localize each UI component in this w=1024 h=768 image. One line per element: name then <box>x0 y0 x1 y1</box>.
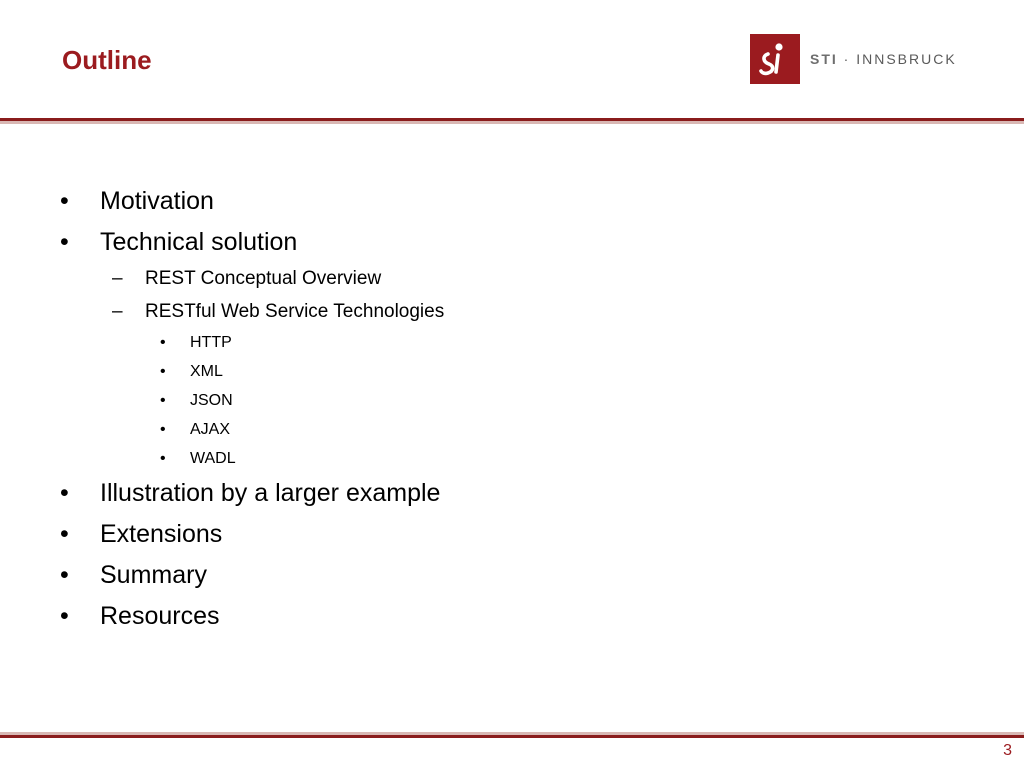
bullet-marker: • <box>60 228 69 256</box>
bullet-marker: • <box>60 561 69 589</box>
logo-location: INNSBRUCK <box>856 51 957 67</box>
outline-subsubitems <box>60 333 960 469</box>
logo-brand: STI <box>810 51 838 67</box>
outline-item-label: Extensions <box>100 520 223 548</box>
outline-item <box>60 186 960 216</box>
outline-item <box>60 478 960 508</box>
outline-item <box>60 519 960 549</box>
bullet-marker: • <box>160 392 166 409</box>
header-divider-light <box>0 121 1024 124</box>
outline-subsubitem <box>60 420 960 440</box>
outline-item <box>60 560 960 590</box>
outline-subitem <box>60 267 960 291</box>
outline-list <box>60 186 960 642</box>
sti-logo-mark-icon <box>750 34 800 84</box>
bullet-marker: • <box>160 450 166 467</box>
outline-item-label: Technical solution <box>100 228 298 256</box>
bullet-marker: • <box>160 363 166 380</box>
outline-item-label: Illustration by a larger example <box>100 479 441 507</box>
logo-separator: · <box>837 51 857 67</box>
dash-marker: – <box>112 301 123 322</box>
outline-subsubitem-label: XML <box>190 363 223 380</box>
footer-divider-dark <box>0 735 1024 738</box>
outline-subsubitem-label: WADL <box>190 450 236 467</box>
outline-subsubitem-label: JSON <box>190 392 233 409</box>
outline-subitem <box>60 300 960 324</box>
sti-innsbruck-logo <box>750 34 957 84</box>
bullet-marker: • <box>60 479 69 507</box>
dash-marker: – <box>112 268 123 289</box>
outline-item-label: Motivation <box>100 187 214 215</box>
bullet-marker: • <box>60 187 69 215</box>
outline-item-label: Summary <box>100 561 207 589</box>
outline-subitems <box>60 267 960 469</box>
outline-subitem-label: RESTful Web Service Technologies <box>145 301 445 322</box>
outline-item <box>60 227 960 257</box>
bullet-marker: • <box>60 520 69 548</box>
outline-subsubitem <box>60 362 960 382</box>
outline-subsubitem-label: HTTP <box>190 334 232 351</box>
bullet-marker: • <box>60 602 69 630</box>
outline-subsubitem <box>60 333 960 353</box>
outline-subitem-label: REST Conceptual Overview <box>145 268 382 289</box>
page-number: 3 <box>1003 742 1012 759</box>
outline-item <box>60 601 960 631</box>
logo-wordmark <box>810 51 957 67</box>
outline-subsubitem <box>60 449 960 469</box>
outline-subsubitem-label: AJAX <box>190 421 231 438</box>
outline-subsubitem <box>60 391 960 411</box>
bullet-marker: • <box>160 334 166 351</box>
bullet-marker: • <box>160 421 166 438</box>
slide-title: Outline <box>62 45 152 75</box>
outline-item-label: Resources <box>100 602 220 630</box>
